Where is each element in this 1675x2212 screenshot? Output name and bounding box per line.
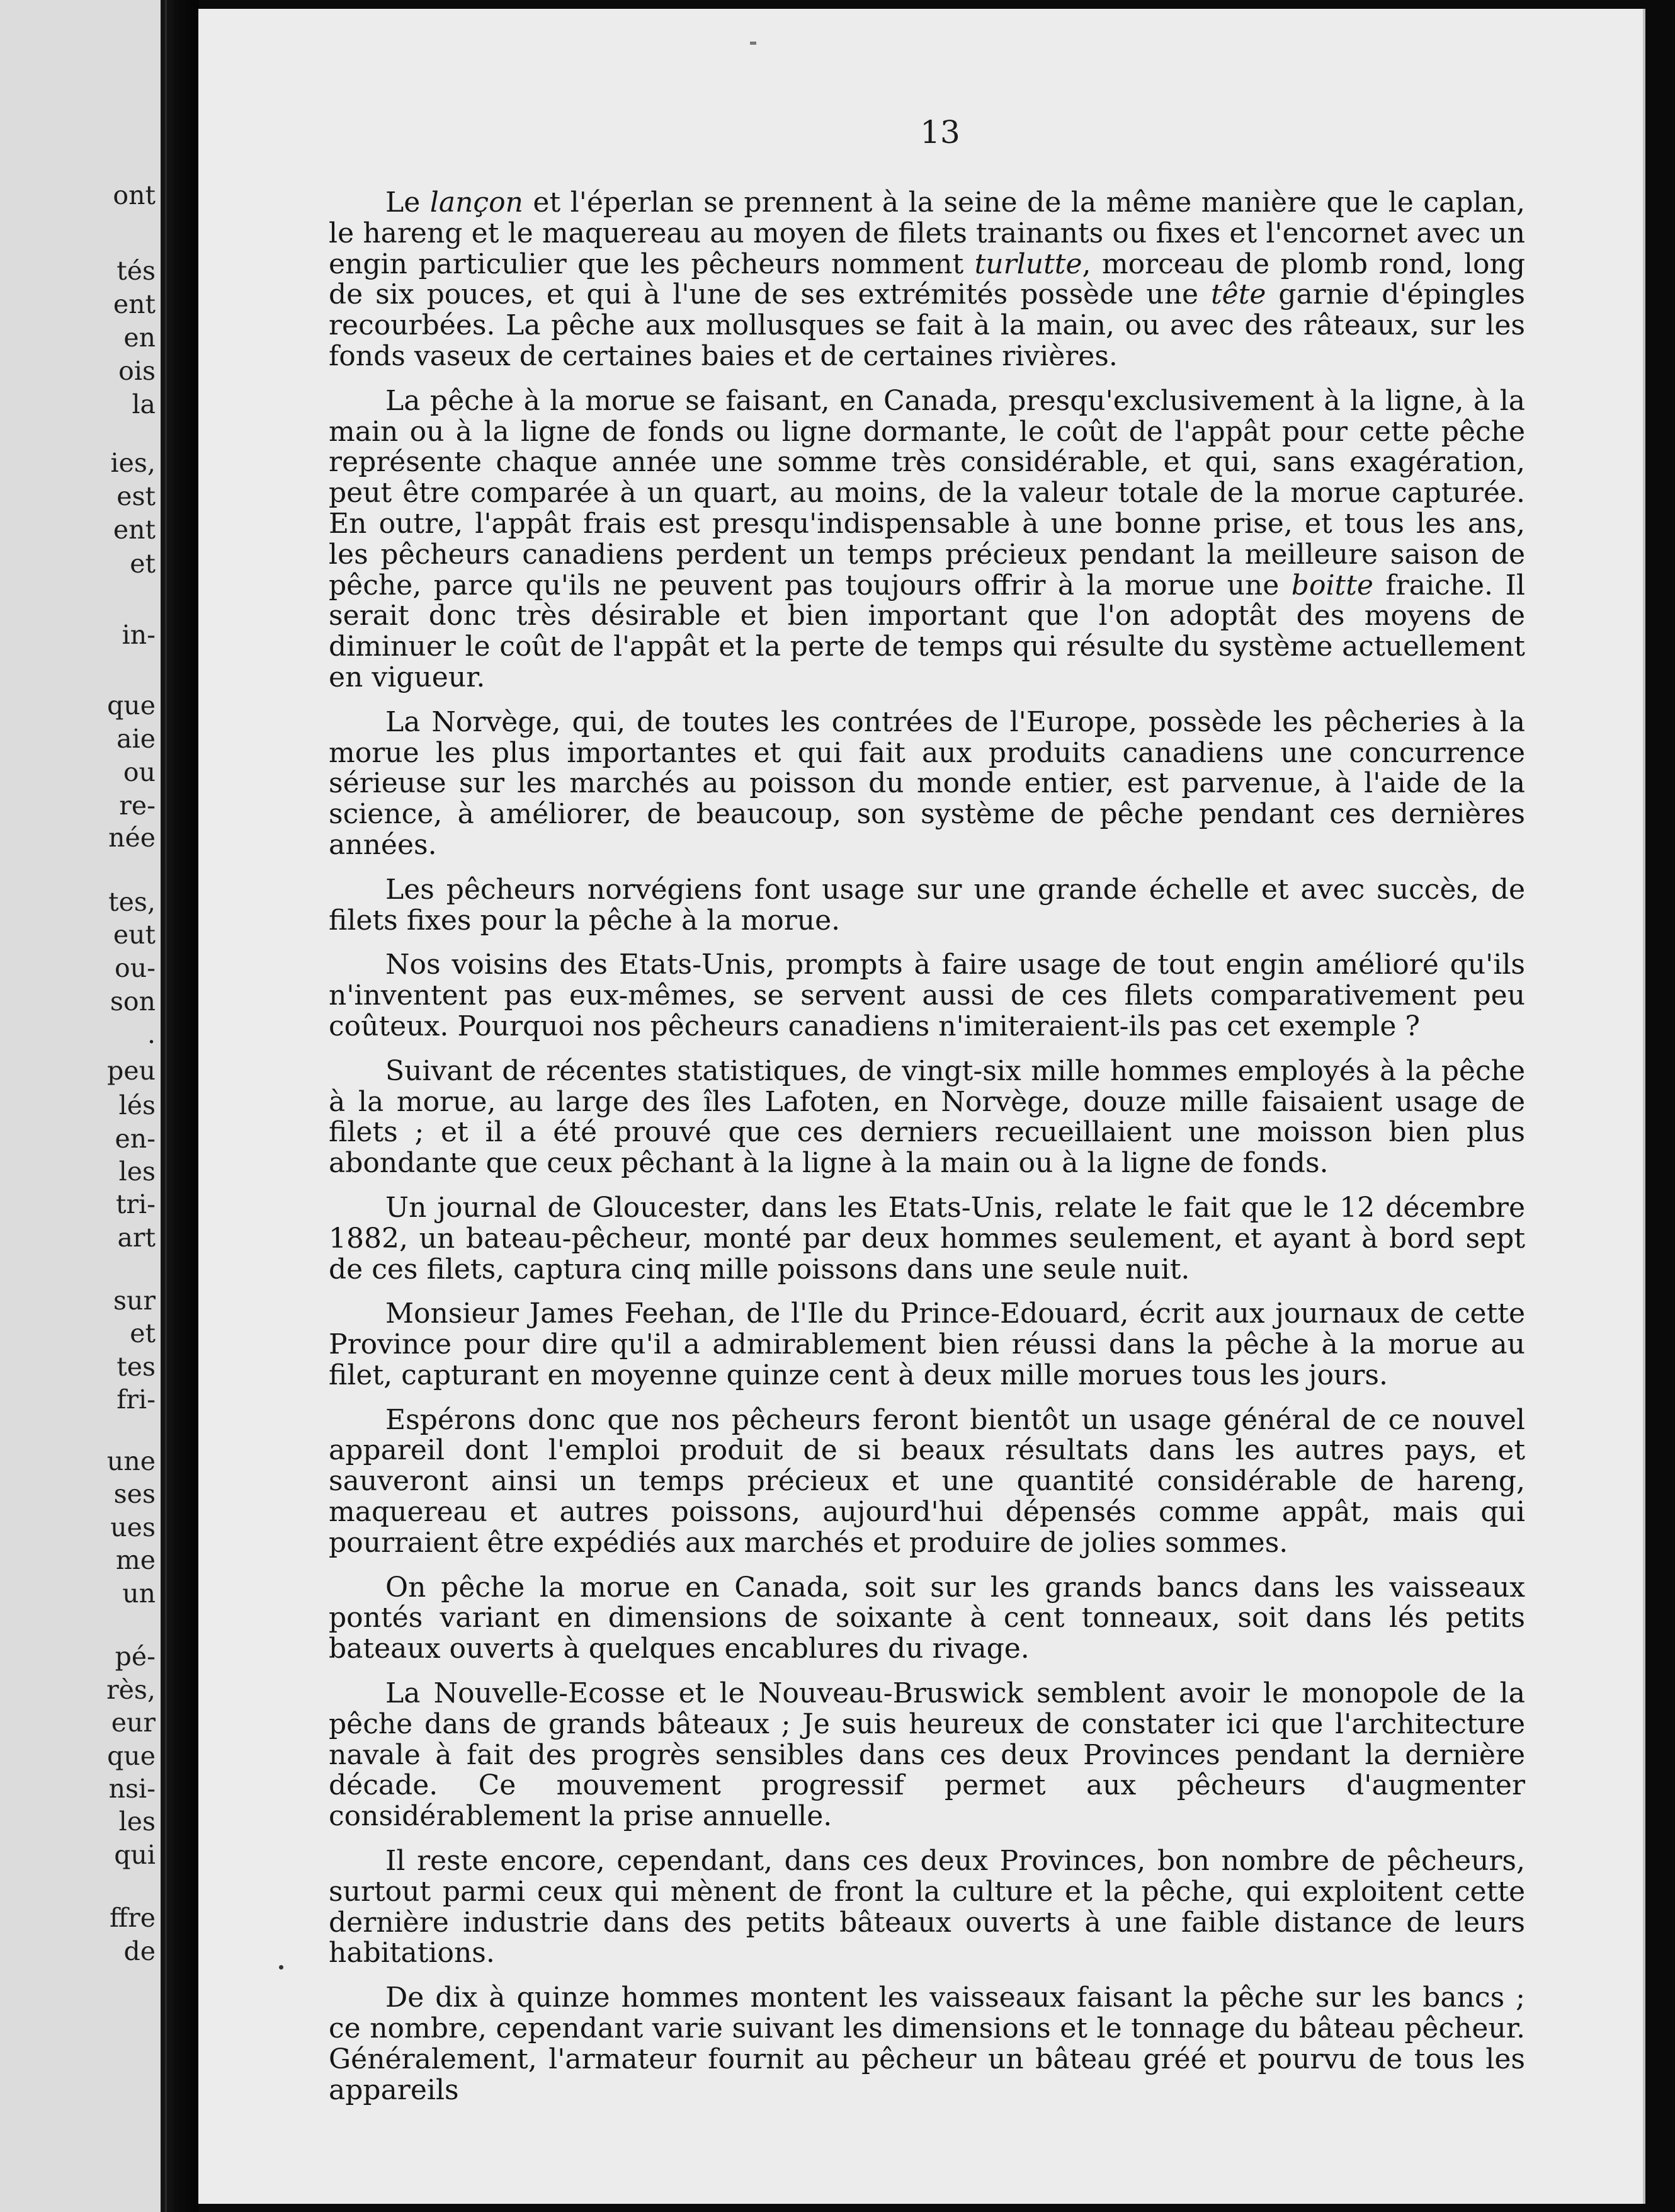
page-number: 13 <box>920 114 960 151</box>
facing-page-fragment: eur <box>111 1707 156 1738</box>
facing-page-fragment: que <box>107 690 156 721</box>
italic-term: lançon <box>429 186 523 219</box>
text-run: La Nouvelle-Ecosse et le Nouveau-Bruswick semblent avoir le monopole de la pêche dans de grands bâteaux ; Je suis heureux de constater ici que l'architecture navale à fait des progrès sensibles dans ces deux Provinces pendant la dernière décade. Ce mouvement progressif permet aux pêcheurs d'augmenter considérablement la prise annuelle. <box>329 1677 1525 1833</box>
facing-page-fragment: ont <box>113 180 156 210</box>
facing-page-fragment: aie <box>116 724 156 754</box>
facing-page-fragment: ent <box>113 515 156 545</box>
text-run: La Norvège, qui, de toutes les contrées de l'Europe, possède les pêcheries à la morue les plus importantes et qui fait aux produits canadiens une concurrence sérieuse sur les marchés au poisson du monde entier, est parvenue, à l'aide de la science, à améliorer, de beaucoup, son système de pêche pendant ces dernières années. <box>329 705 1525 861</box>
text-run: Il reste encore, cependant, dans ces deux Provinces, bon nombre de pêcheurs, surtout parmi ceux qui mènent de front la culture et la pêche, qui exploitent cette dernière industrie dans des petits bâteaux ouverts à une faible distance de leurs habitations. <box>329 1845 1525 1970</box>
paragraph <box>329 1193 1525 1285</box>
facing-page-fragment: nsi- <box>108 1774 156 1804</box>
facing-page-fragment: tes <box>116 1352 156 1382</box>
facing-page-fragment: . <box>147 1019 156 1049</box>
text-run: Un journal de Gloucester, dans les Etats-Unis, relate le fait que le 12 décembre 1882, un bateau-pêcheur, monté par deux hommes seulement, et ayant à bord sept de ces filets, captura cinq mille poissons dans une seule nuit. <box>329 1191 1525 1286</box>
facing-page-fragment: que <box>107 1741 156 1771</box>
italic-term: tête <box>1210 278 1266 311</box>
facing-page-text-fragments <box>0 0 161 2212</box>
facing-page-fragment: et <box>130 549 156 579</box>
text-run: Espérons donc que nos pêcheurs feront bientôt un usage général de ce nouvel appareil dont l'emploi produit de si beaux résultats dans les autres pays, et sauveront ainsi un temps précieux et une quantité considérable de hareng, maquereau et autres poissons, aujourd'hui dépensés comme appât, mais qui pourraient être expédiés aux marchés et produire de jolies sommes. <box>329 1403 1525 1559</box>
page <box>198 9 1645 2204</box>
scan-speck <box>750 42 756 45</box>
facing-page-fragment: ent <box>113 289 156 319</box>
facing-page-fragment: ies, <box>110 448 156 478</box>
facing-page-fragment: peu <box>107 1056 156 1086</box>
paragraph <box>329 1679 1525 1832</box>
facing-page-fragment: in- <box>122 620 156 650</box>
facing-page-fragment: tri- <box>115 1189 156 1219</box>
facing-page-fragment: de <box>123 1936 156 1966</box>
facing-page-fragment: fri- <box>116 1384 156 1415</box>
paragraph <box>329 1056 1525 1179</box>
paragraph <box>329 1846 1525 1969</box>
text-run: et l'éperlan se prennent à la seine de la même manière que le caplan, le hareng et le maquereau au moyen de filets trainants ou fixes et l'encornet avec un engin particulier que les pêcheurs nomment <box>329 186 1525 280</box>
facing-page-fragment: lés <box>118 1090 156 1120</box>
facing-page-fragment: ou- <box>115 953 156 983</box>
facing-page-fragment: ois <box>118 356 156 386</box>
text-run: Nos voisins des Etats-Unis, prompts à faire usage de tout engin amélioré qu'ils n'inventent pas eux-mêmes, se servent aussi de ces filets comparativement peu coûteux. Pourquoi nos pêcheurs canadiens n'imiteraient-ils pas cet exemple ? <box>329 949 1525 1042</box>
paragraph <box>329 188 1525 372</box>
facing-page-fragment: et <box>130 1318 156 1348</box>
facing-page-strip <box>0 0 161 2212</box>
facing-page-fragment: rès, <box>106 1675 156 1705</box>
text-run: Les pêcheurs norvégiens font usage sur une grande échelle et avec succès, de filets fixes pour la pêche à la morue. <box>329 873 1525 937</box>
facing-page-fragment: eut <box>113 920 156 950</box>
facing-page-fragment: ou <box>123 757 156 787</box>
paragraph <box>329 1299 1525 1391</box>
text-run: , morceau de plomb rond, long de six pouces, et qui à l'une de ses extrémités possède une <box>329 248 1525 311</box>
facing-page-fragment: pé- <box>115 1641 156 1672</box>
paragraph <box>329 875 1525 937</box>
facing-page-fragment: qui <box>114 1840 156 1870</box>
facing-page-fragment: tés <box>116 256 156 286</box>
italic-term: turlutte <box>974 248 1082 280</box>
paragraph <box>329 386 1525 693</box>
text-run: Le <box>385 186 430 219</box>
facing-page-fragment: re- <box>119 790 156 821</box>
page-edge-shadow <box>165 0 173 2212</box>
text-run: garnie d'épingles recourbées. La pêche aux mollusques se fait à la main, ou avec des râteaux, sur les fonds vaseux de certaines baies et de certaines rivières. <box>329 278 1525 372</box>
facing-page-fragment: en <box>123 322 156 353</box>
facing-page-fragment: son <box>110 986 156 1017</box>
facing-page-fragment: tes, <box>108 887 156 917</box>
text-run: La pêche à la morue se faisant, en Canada, presqu'exclusivement à la ligne, à la main ou à la ligne de fonds ou ligne dormante, le coût de l'appât pour cette pêche représente chaque année une somme très considérable, et qui, sans exagération, peut être comparée à un quart, au moins, de la valeur totale de la morue capturée. En outre, l'appât frais est presqu'indispensable à une bonne prise, et tous les ans, les pêcheurs canadiens perdent un temps précieux pendant la meilleure saison de pêche, parce qu'ils ne peuvent pas toujours offrir à la morue une <box>329 384 1525 601</box>
facing-page-fragment: ffre <box>110 1903 156 1933</box>
text-run: On pêche la morue en Canada, soit sur les grands bancs dans les vaisseaux pontés variant en dimensions de soixante à cent tonneaux, soit dans lés petits bateaux ouverts à quelques encablures du rivage. <box>329 1571 1525 1665</box>
paragraph <box>329 1405 1525 1559</box>
facing-page-fragment: les <box>118 1156 156 1187</box>
text-run: Suivant de récentes statistiques, de vingt-six mille hommes employés à la pêche à la morue, au large des îles Lafoten, en Norvège, douze mille faisaient usage de filets ; et il a été prouvé que ces derniers recueillaient une moisson bien plus abondante que ceux pêchant à la ligne à la main ou à la ligne de fonds. <box>329 1054 1525 1180</box>
facing-page-fragment: en- <box>115 1124 156 1154</box>
paragraph <box>329 950 1525 1042</box>
facing-page-fragment: ues <box>110 1512 156 1542</box>
paragraph <box>329 1573 1525 1665</box>
text-run: fraiche. Il serait donc très désirable et bien important que l'on adoptât des moyens de diminuer le coût de l'appât et la perte de temps qui résulte du système actuellement en vigueur. <box>329 569 1525 693</box>
facing-page-fragment: ses <box>113 1479 156 1509</box>
text-run: De dix à quinze hommes montent les vaisseaux faisant la pêche sur les bancs ; ce nombre, cependant varie suivant les dimensions et le tonnage du bâteau pêcheur. Généralement, l'armateur fournit au pêcheur un bâteau gréé et pourvu de tous les appareils <box>329 1981 1525 2106</box>
paragraph <box>329 1983 1525 2106</box>
facing-page-fragment: sur <box>113 1286 156 1316</box>
italic-term: boitte <box>1291 569 1373 601</box>
facing-page-fragment: art <box>117 1223 156 1253</box>
facing-page-fragment: la <box>132 389 156 419</box>
paragraph <box>329 707 1525 861</box>
text-run: Monsieur James Feehan, de l'Ile du Prince-Edouard, écrit aux journaux de cette Province pour dire qu'il a admirablement bien réussi dans la pêche à la morue au filet, capturant en moyenne quinze cent à deux mille morues tous les jours. <box>329 1297 1525 1391</box>
ink-dot <box>279 1965 283 1970</box>
facing-page-fragment: les <box>118 1806 156 1837</box>
facing-page-fragment: née <box>108 823 156 853</box>
body-text <box>329 188 1525 2106</box>
facing-page-fragment: une <box>106 1446 156 1476</box>
facing-page-fragment: me <box>115 1545 156 1575</box>
facing-page-fragment: un <box>122 1578 156 1609</box>
facing-page-fragment: est <box>116 481 156 511</box>
